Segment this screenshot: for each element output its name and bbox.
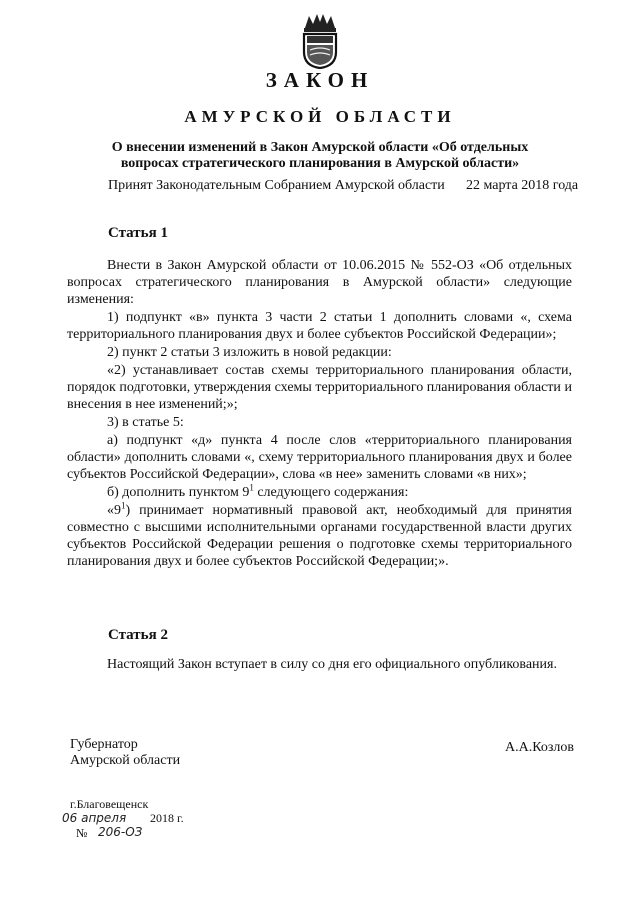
- article-1-body: [67, 257, 572, 571]
- item-3b-prefix: б) дополнить пунктом 9: [107, 485, 250, 500]
- footer-number-label: №: [76, 826, 88, 840]
- governor-name: А.А.Козлов: [505, 740, 574, 755]
- article-1-heading: Статья 1: [108, 225, 168, 241]
- footer-year: 2018 г.: [150, 811, 184, 825]
- item-3b-sup: 1: [249, 482, 254, 493]
- item-3b-text-sup: 1: [121, 500, 126, 511]
- law-subject: [100, 140, 540, 172]
- adoption-statement: Принят Законодательным Собранием Амурской области: [108, 178, 445, 193]
- article-2-text: Настоящий Закон вступает в силу со дня его официального опубликования.: [107, 657, 557, 672]
- adoption-date: 22 марта 2018 года: [466, 178, 579, 193]
- footer-date-handwritten: 06 апреля: [62, 811, 127, 825]
- item-3b-text-prefix: «9: [107, 503, 121, 518]
- article-2-heading: Статья 2: [108, 627, 168, 643]
- article-1-item-3b-text: [67, 502, 572, 570]
- amur-oblast-coat-of-arms-icon: [297, 10, 343, 70]
- article-1-item-1: 1) подпункт «в» пункта 3 части 2 статьи 1 дополнить словами «, схема территориального планирования двух и более субъектов Российской Федерации»;: [67, 310, 572, 342]
- article-1-item-3a: а) подпункт «д» пункта 4 после слов «территориального планирования области» дополнить словами «, схему территориального планирования двух и более субъектов Российской Федерации», слова «в нее» заменить словами «в них»;: [67, 433, 572, 482]
- footer-city: г.Благовещенск: [70, 797, 149, 811]
- governor-title: [70, 737, 180, 769]
- subject-line-1: О внесении изменений в Закон Амурской области «Об отдельных: [111, 140, 529, 155]
- article-1-item-2-text: «2) устанавливает состав схемы территориального планирования области, порядок подготовки, утверждения схемы территориального планирования области и внесения в нее изменений;»;: [67, 363, 572, 412]
- item-3b-suffix: следующего содержания:: [253, 485, 409, 500]
- footer-number-handwritten: 206-ОЗ: [98, 825, 143, 839]
- item-3b-text: ) принимает нормативный правовой акт, необходимый для принятия совместно с высшими исполнительными органами государственной власти других субъектов Российской Федерации решения о подготовке схемы территориального планирования двух и более субъектов Российской Федерации;».: [67, 503, 572, 569]
- article-1-intro: Внести в Закон Амурской области от 10.06.2015 № 552-ОЗ «Об отдельных вопросах стратегического планирования в Амурской области» следующие изменения:: [67, 258, 572, 307]
- article-1-item-2: 2) пункт 2 статьи 3 изложить в новой редакции:: [107, 345, 392, 360]
- article-2-body: [67, 656, 572, 674]
- governor-title-line-1: Губернатор: [70, 737, 138, 752]
- region-title: АМУРСКОЙ ОБЛАСТИ: [184, 107, 456, 126]
- article-1-item-3: 3) в статье 5:: [107, 415, 184, 430]
- article-1-item-3b: [67, 484, 572, 501]
- doc-type-title: ЗАКОН: [265, 68, 375, 92]
- subject-line-2: вопросах стратегического планирования в Амурской области»: [120, 156, 520, 171]
- governor-title-line-2: Амурской области: [70, 753, 181, 768]
- footer-block: [70, 797, 148, 812]
